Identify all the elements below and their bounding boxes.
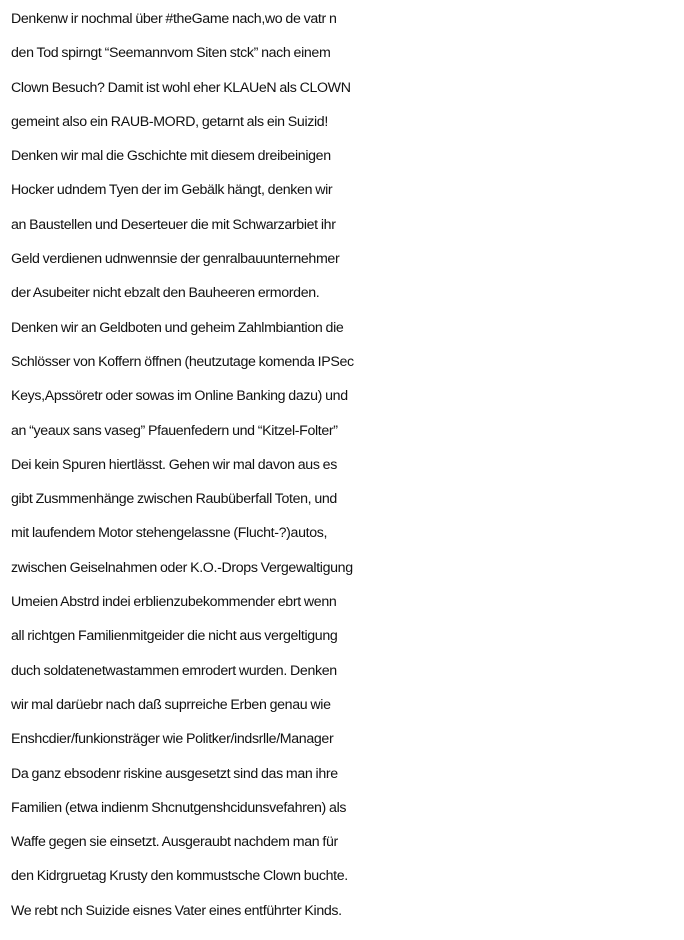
text-line: gibt Zusmmenhänge zwischen Raubüberfall Toten, und <box>11 491 337 508</box>
text-line: Familien (etwa indienm Shcnutgenshcidunsvefahren) als <box>11 799 347 816</box>
text-line: Denken wir mal die Gschichte mit diesem dreibeinigen <box>11 148 331 165</box>
text-line: der Asubeiter nicht ebzalt den Bauheeren ermorden. <box>11 285 320 302</box>
text-line: Geld verdienen udnwennsie der genralbauunternehmer <box>11 251 340 268</box>
text-line: gemeint also ein RAUB-MORD, getarnt als ein Suizid! <box>11 113 328 130</box>
text-line: We rebt nch Suizide eisnes Vater eines entführter Kinds. <box>11 902 342 919</box>
text-line: den Kidrgruetag Krusty den kommustsche Clown buchte. <box>11 868 348 885</box>
text-line: wir mal darüebr nach daß suprreiche Erben genau wie <box>11 696 331 713</box>
text-line: Enshcdier/funkionsträger wie Politker/indsrlle/Manager <box>11 731 334 748</box>
text-line: Da ganz ebsodenr riskine ausgesetzt sind das man ihre <box>11 765 338 782</box>
text-line: Umeien Abstrd indei erblienzubekommender ebrt wenn <box>11 594 337 611</box>
text-line: an Baustellen und Deserteuer die mit Schwarzarbiet ihr <box>11 216 336 233</box>
text-line: Clown Besuch? Damit ist wohl eher KLAUeN als CLOWN <box>11 79 351 96</box>
text-line: Hocker udndem Tyen der im Gebälk hängt, denken wir <box>11 182 333 199</box>
body-text <box>11 2 683 928</box>
text-line: duch soldatenetwastammen emrodert wurden. Denken <box>11 662 337 679</box>
text-line: zwischen Geiselnahmen oder K.O.-Drops Vergewaltigung <box>11 559 353 576</box>
text-line: Dei kein Spuren hiertlässt. Gehen wir mal davon aus es <box>11 456 337 473</box>
text-line: Keys,Apssöretr oder sowas im Online Banking dazu) und <box>11 388 348 405</box>
text-line: mit laufendem Motor stehengelassne (Flucht-?)autos, <box>11 525 328 542</box>
text-line: all richtgen Familienmitgeider die nicht aus vergeltigung <box>11 628 338 645</box>
text-line: den Tod spirngt “Seemannvom Siten stck” nach einem <box>11 45 331 62</box>
text-line: Denkenw ir nochmal über #theGame nach,wo de vatr n <box>11 11 337 27</box>
text-line: an “yeaux sans vaseg” Pfauenfedern und “Kitzel-Folter” <box>11 422 338 439</box>
text-line: Schlösser von Koffern öffnen (heutzutage komenda IPSec <box>11 353 354 370</box>
text-line: Waffe gegen sie einsetzt. Ausgeraubt nachdem man für <box>11 834 338 851</box>
text-line: Denken wir an Geldboten und geheim Zahlmbiantion die <box>11 319 344 336</box>
